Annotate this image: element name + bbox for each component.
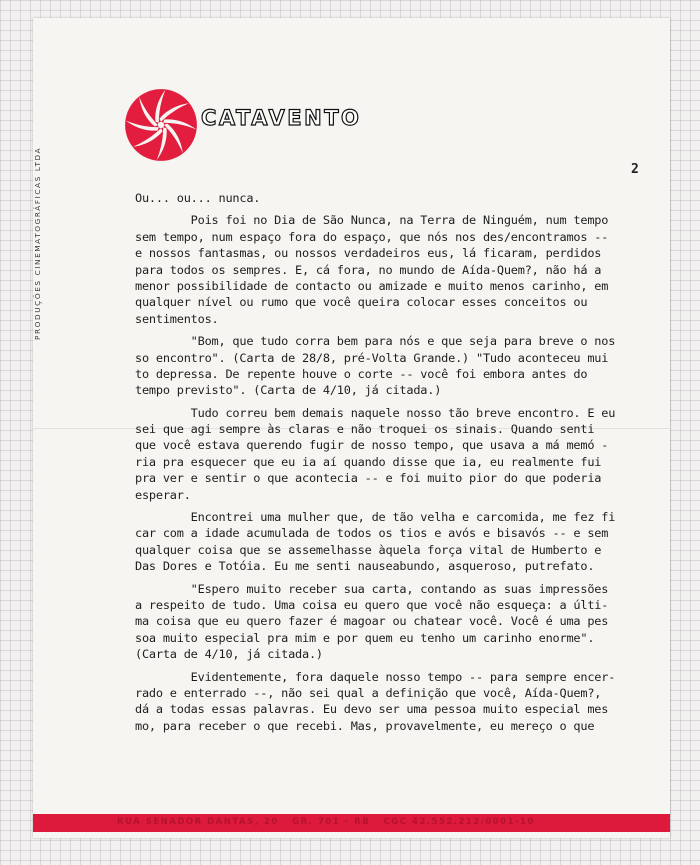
- text-line: mo, para receber o que recebi. Mas, provavelmente, eu mereço o que: [135, 718, 595, 733]
- text-line: dá a todas essas palavras. Eu devo ser uma pessoa muito especial mes: [135, 702, 609, 717]
- text-line: qualquer coisa que se assemelhasse àquela força vital de Humberto e: [135, 542, 602, 557]
- text-line: sei que agi sempre às claras e não troquei os sinais. Quando senti: [135, 422, 595, 437]
- text-line: Pois foi no Dia de São Nunca, na Terra de Ninguém, num tempo: [135, 213, 609, 228]
- text-line: sem tempo, num espaço fora do espaço, que nós nos des/encontramos --: [135, 229, 609, 244]
- footer-address: RUA SENADOR DANTAS, 20 GR. 701 - RB CGC 42.552.212/0001-10: [117, 817, 535, 827]
- text-line: esperar.: [135, 487, 191, 502]
- text-line: Encontrei uma mulher que, de tão velha e carcomida, me fez fi: [135, 510, 616, 525]
- text-line: "Espero muito receber sua carta, contando as suas impressões: [135, 581, 609, 596]
- page-number: 2: [631, 162, 639, 177]
- text-line: "Bom, que tudo corra bem para nós e que seja para breve o nos: [135, 334, 616, 349]
- company-side-text: PRODUÇÕES CINEMATOGRÁFICAS LTDA: [33, 146, 42, 340]
- text-line: to depressa. De repente houve o corte -- você foi embora antes do: [135, 366, 588, 381]
- footer-bar: [33, 814, 670, 832]
- text-line: rado e enterrado --, não sei qual a definição que você, Aída-Quem?,: [135, 685, 602, 700]
- text-line: pra ver e sentir o que acontecia -- e foi muito pior do que poderia: [135, 471, 602, 486]
- text-line: tempo previsto". (Carta de 4/10, já citada.): [135, 383, 442, 398]
- text-line: ma coisa que eu quero fazer é magoar ou chatear você. Você é uma pes: [135, 614, 609, 629]
- text-line: Evidentemente, fora daquele nosso tempo -- para sempre encer-: [135, 669, 616, 684]
- text-line: menor possibilidade de contacto ou amizade e muito menos carinho, em: [135, 278, 609, 293]
- text-line: Tudo correu bem demais naquele nosso tão breve encontro. E eu: [135, 405, 616, 420]
- brand-name: CATAVENTO: [201, 106, 362, 130]
- text-line: car com a idade acumulada de todos os tios e avós e bisavós -- e sem: [135, 526, 609, 541]
- text-line: soa muito especial pra mim e por quem eu tenho um carinho enorme".: [135, 630, 595, 645]
- text-line: a respeito de tudo. Uma coisa eu quero que você não esqueça: a últi-: [135, 597, 609, 612]
- text-line: para todos os sempres. E, cá fora, no mundo de Aída-Quem?, não há a: [135, 262, 602, 277]
- text-line: Ou... ou... nunca.: [135, 191, 261, 205]
- text-line: ria pra esquecer que eu ia aí quando disse que ia, eu realmente fui: [135, 454, 602, 469]
- letter-sheet: [33, 18, 670, 838]
- text-line: e nossos fantasmas, ou nossos verdadeiros eus, lá ficaram, perdidos: [135, 246, 602, 261]
- text-line: que você estava querendo fugir de nosso tempo, que usava a má memó -: [135, 438, 609, 453]
- letter-body: [135, 190, 667, 734]
- pinwheel-logo-icon: [122, 86, 200, 164]
- text-line: so encontro". (Carta de 28/8, pré-Volta Grande.) "Tudo aconteceu mui: [135, 350, 609, 365]
- text-line: qualquer nível ou rumo que você queira colocar esses conceitos ou: [135, 295, 588, 310]
- text-line: (Carta de 4/10, já citada.): [135, 647, 323, 662]
- text-line: sentimentos.: [135, 311, 219, 326]
- text-line: Das Dores e Totóia. Eu me senti nauseabundo, asqueroso, putrefato.: [135, 559, 595, 574]
